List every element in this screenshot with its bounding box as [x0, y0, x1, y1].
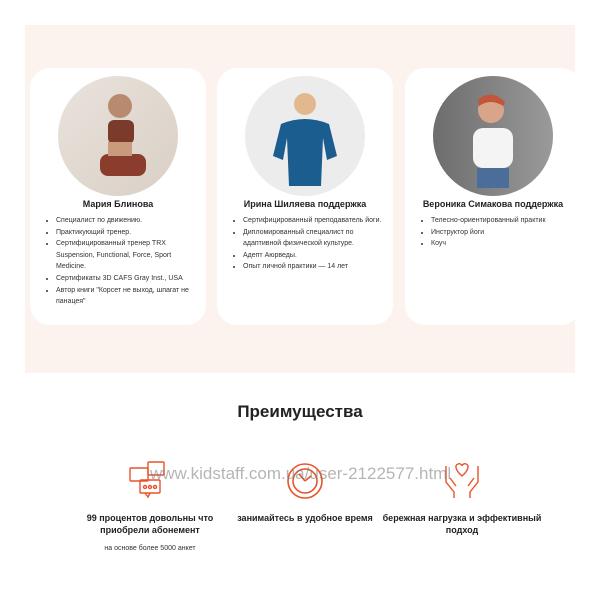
trainer-photo: [433, 76, 553, 196]
credential: • Сертификаты 3D CAFS Gray Inst., USA: [56, 273, 200, 285]
credential: • Сертифицированный тренер TRX Suspension, Functional, Force, Sport Medicine.: [56, 238, 200, 273]
advantage-subtext: на основе более 5000 анкет: [104, 545, 196, 552]
trainer-credentials: [40, 215, 200, 308]
credential: • Опыт личной практики — 14 лет: [243, 261, 387, 273]
trainer-credentials: [415, 215, 575, 250]
trainer-card: [217, 68, 393, 325]
credential: • Коуч: [431, 238, 575, 250]
trainer-card: [30, 68, 206, 325]
trainer-credentials: [227, 215, 387, 273]
advantages-title: Преимущества: [237, 402, 363, 421]
trainer-card: [405, 68, 581, 325]
credential: • Сертифицированный преподаватель йоги.: [243, 215, 387, 227]
credential: • Инструктор йоги: [431, 227, 575, 239]
advantage-text: 99 процентов довольны что приобрели абонемент: [86, 513, 214, 535]
trainer-name: Ирина Шиляева поддержка: [243, 199, 367, 209]
credential: • Телесно-ориентированный практик: [431, 215, 575, 227]
watermark: www.kidstaff.com.ua/user-2122577.html: [150, 464, 452, 483]
credential: • Практикующий тренер.: [56, 227, 200, 239]
advantage-text: занимайтесь в удобное время: [237, 513, 373, 523]
trainer-photo: [58, 76, 178, 196]
trainer-name: Мария Блинова: [82, 199, 154, 209]
trainer-photo: [245, 76, 365, 196]
credential: • Автор книги "Корсет не выход, шпагат не панацея": [56, 285, 200, 308]
credential: • Адепт Аюрведы.: [243, 250, 387, 262]
trainer-name: Вероника Симакова поддержка: [422, 199, 564, 209]
advantage-text: бережная нагрузка и эффективный подход: [382, 513, 542, 535]
credential: • Специалист по движению.: [56, 215, 200, 227]
credential: • Дипломированный специалист по адаптивной физической культуре.: [243, 227, 387, 250]
